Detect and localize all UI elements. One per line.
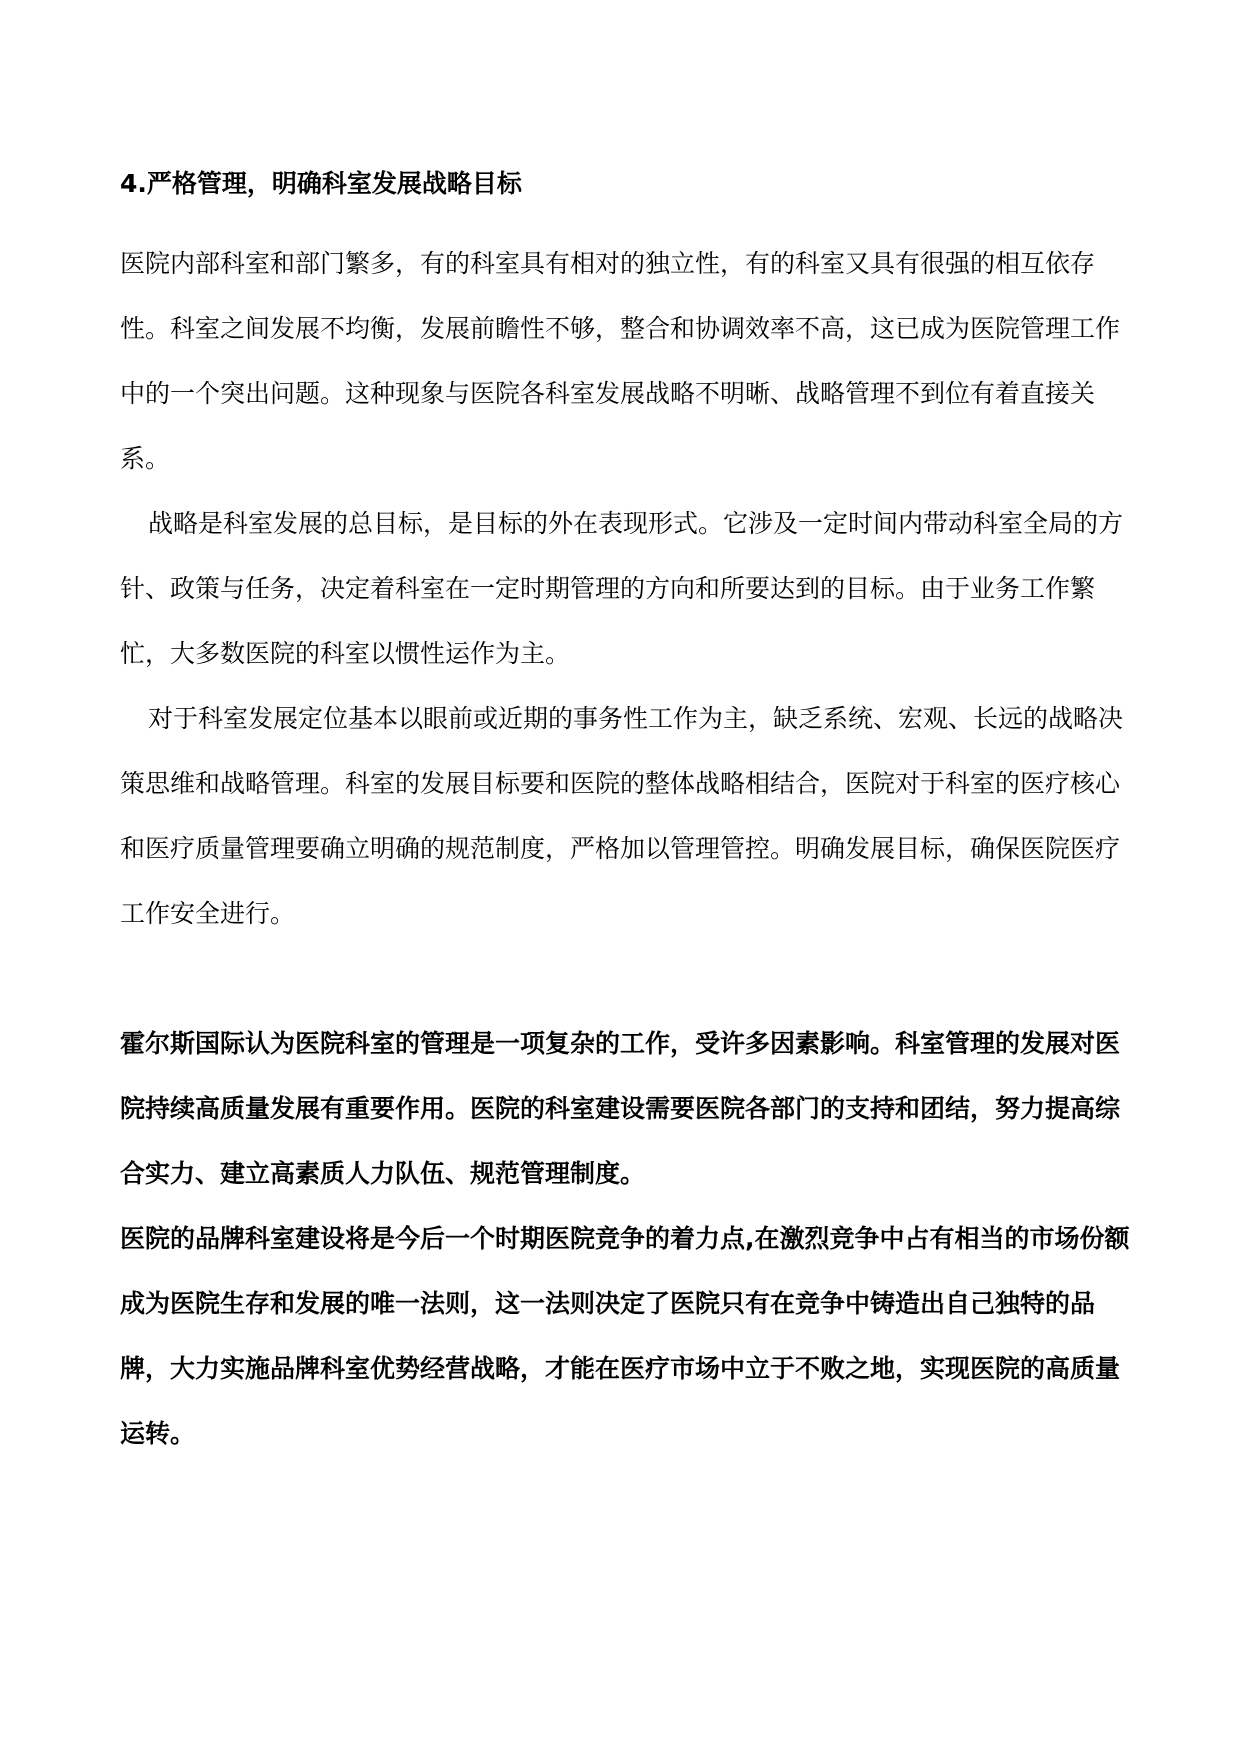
paragraph-brand-department: 医院的品牌科室建设将是今后一个时期医院竞争的着力点,在激烈竞争中占有相当的市场份额成为医院生存和发展的唯一法则，这一法则决定了医院只有在竞争中铸造出自己独特的品牌，大力实施品牌科室优势经营战略，才能在医疗市场中立于不败之地，实现医院的高质量运转。 [120,1224,1130,1448]
paragraph-departments: 医院内部科室和部门繁多，有的科室具有相对的独立性，有的科室又具有很强的相互依存性。科室之间发展不均衡，发展前瞻性不够，整合和协调效率不高，这已成为医院管理工作中的一个突出问题。这种现象与医院各科室发展战略不明晰、战略管理不到位有着直接关系。 [120,249,1121,473]
paragraph-conclusion: 霍尔斯国际认为医院科室的管理是一项复杂的工作，受许多因素影响。科室管理的发展对医院持续高质量发展有重要作用。医院的科室建设需要医院各部门的支持和团结，努力提高综合实力、建立高素质人力队伍、规范管理制度。 [120,1029,1121,1188]
paragraph-strategy: 战略是科室发展的总目标，是目标的外在表现形式。它涉及一定时间内带动科室全局的方针、政策与任务，决定着科室在一定时期管理的方向和所要达到的目标。由于业务工作繁忙，大多数医院的科室以惯性运作为主。 [120,509,1124,668]
section-heading: 4.严格管理，明确科室发展战略目标 [120,169,522,198]
paragraph-positioning: 对于科室发展定位基本以眼前或近期的事务性工作为主，缺乏系统、宏观、长远的战略决策思维和战略管理。科室的发展目标要和医院的整体战略相结合，医院对于科室的医疗核心和医疗质量管理要确立明确的规范制度，严格加以管理管控。明确发展目标，确保医院医疗工作安全进行。 [120,704,1124,928]
